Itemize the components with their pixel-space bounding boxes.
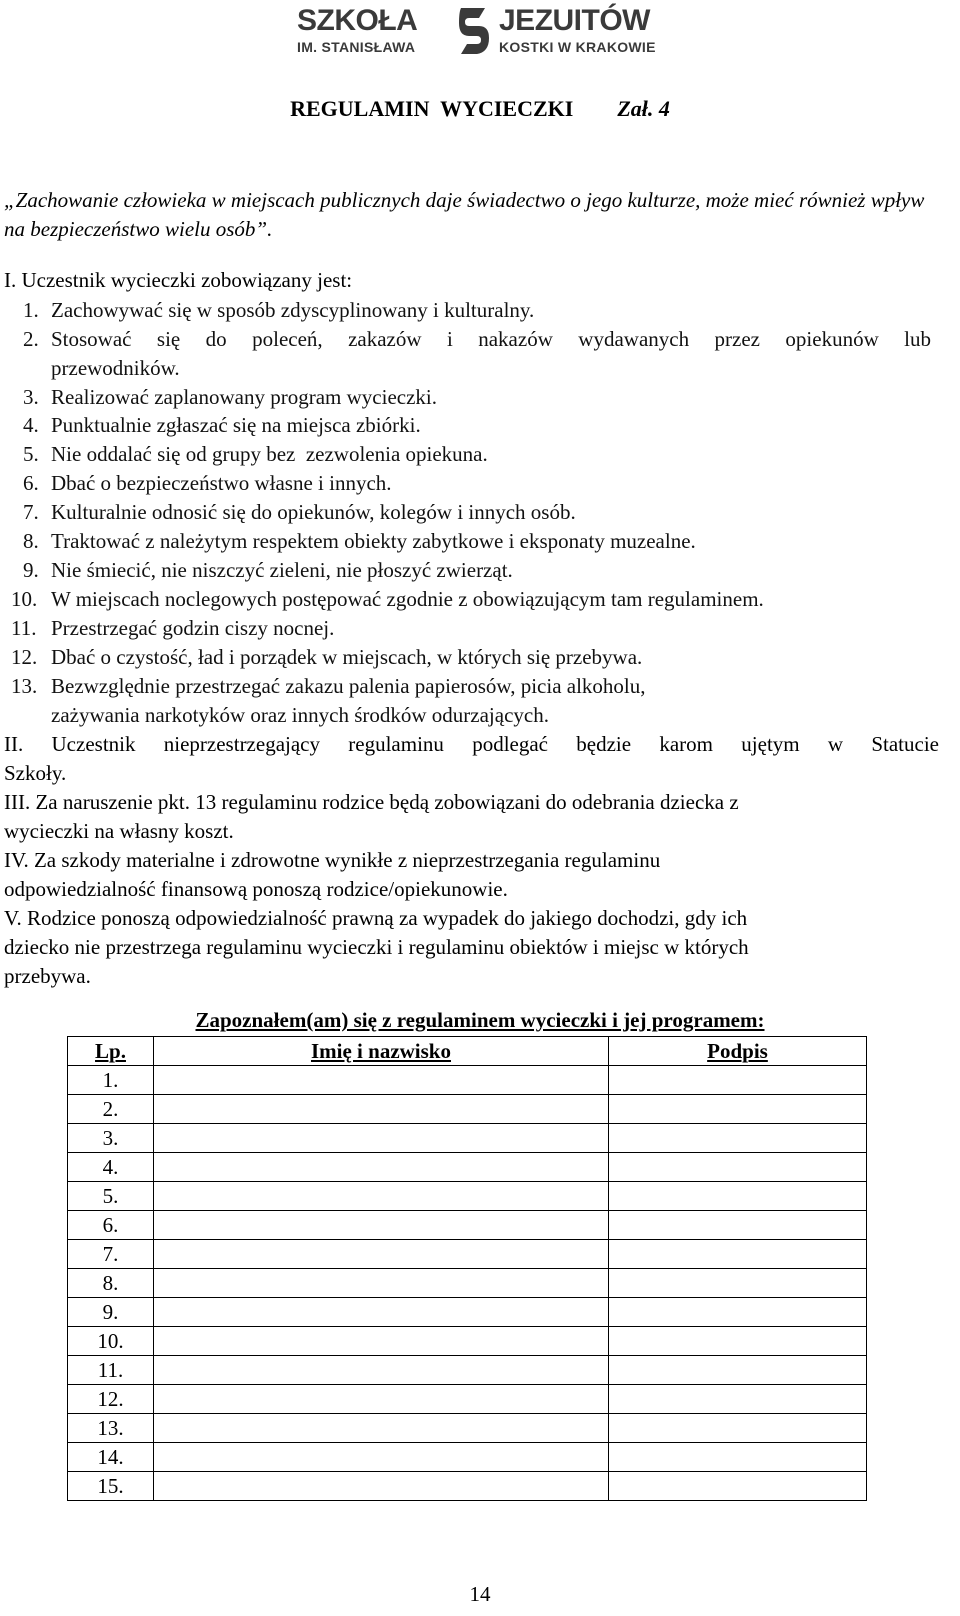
item-text: W miejscach noclegowych postępować zgodnie z obowiązującym tam regulaminem. [51, 587, 764, 611]
item-text: Traktować z należytym respektem obiekty zabytkowe i eksponaty muzealne. [51, 529, 696, 553]
row-number: 8. [68, 1269, 154, 1298]
name-cell[interactable] [154, 1124, 609, 1153]
row-number: 13. [68, 1414, 154, 1443]
table-row [68, 1124, 867, 1153]
section-5-line: V. Rodzice ponoszą odpowiedzialność prawną za wypadek do jakiego dochodzi, gdy ich [4, 906, 748, 930]
item-number: 12. [11, 645, 38, 669]
signature-cell[interactable] [609, 1356, 867, 1385]
table-row [68, 1443, 867, 1472]
table-row [68, 1298, 867, 1327]
item-number: 6. [23, 471, 39, 495]
row-number: 11. [68, 1356, 154, 1385]
name-cell[interactable] [154, 1211, 609, 1240]
list-item-continuation: przewodników. [51, 356, 180, 380]
list-item-continuation: zażywania narkotyków oraz innych środków odurzających. [51, 703, 549, 727]
row-number: 4. [68, 1153, 154, 1182]
table-row [68, 1356, 867, 1385]
item-number: 8. [23, 529, 39, 553]
name-cell[interactable] [154, 1269, 609, 1298]
title-attachment: Zał. 4 [617, 96, 670, 121]
logo-text-jezuitow: JEZUITÓW [499, 4, 650, 37]
table-row [68, 1269, 867, 1298]
section-5-line: przebywa. [4, 964, 91, 988]
item-number: 11. [11, 616, 37, 640]
row-number: 5. [68, 1182, 154, 1211]
list-item [11, 672, 941, 701]
table-row [68, 1472, 867, 1501]
signature-cell[interactable] [609, 1443, 867, 1472]
signature-cell[interactable] [609, 1269, 867, 1298]
school-logo [297, 6, 669, 56]
signature-cell[interactable] [609, 1472, 867, 1501]
section-5-line: dziecko nie przestrzega regulaminu wycieczki i regulaminu obiektów i miejsc w których [4, 935, 749, 959]
item-text: Nie oddalać się od grupy bez zezwolenia opiekuna. [51, 442, 488, 466]
signature-cell[interactable] [609, 1414, 867, 1443]
table-row [68, 1095, 867, 1124]
list-item [23, 469, 941, 498]
list-item [23, 383, 941, 412]
item-text: Nie śmiecić, nie niszczyć zieleni, nie płoszyć zwierząt. [51, 558, 513, 582]
signature-cell[interactable] [609, 1385, 867, 1414]
name-cell[interactable] [154, 1153, 609, 1182]
table-header-row [68, 1037, 867, 1066]
logo-text-szkola: SZKOŁA [297, 4, 418, 37]
item-number: 9. [23, 558, 39, 582]
signature-table [67, 1036, 867, 1501]
item-number: 2. [23, 327, 39, 351]
signature-cell[interactable] [609, 1066, 867, 1095]
name-cell[interactable] [154, 1356, 609, 1385]
list-item [23, 325, 931, 354]
signature-cell[interactable] [609, 1124, 867, 1153]
item-text: Dbać o czystość, ład i porządek w miejscach, w których się przebywa. [51, 645, 643, 669]
signature-cell[interactable] [609, 1298, 867, 1327]
signature-table-body [68, 1066, 867, 1501]
page-number: 14 [469, 1582, 491, 1606]
name-cell[interactable] [154, 1443, 609, 1472]
section-1-heading: I. Uczestnik wycieczki zobowiązany jest: [4, 268, 353, 292]
header-sign: Podpis [609, 1037, 867, 1066]
signature-cell[interactable] [609, 1327, 867, 1356]
section-2-line: Szkoły. [4, 761, 67, 785]
document-title [0, 96, 960, 122]
list-item [23, 411, 941, 440]
logo-emblem-icon [455, 6, 495, 56]
name-cell[interactable] [154, 1182, 609, 1211]
list-item [11, 643, 941, 672]
signature-cell[interactable] [609, 1240, 867, 1269]
list-item [11, 585, 941, 614]
item-text: Punktualnie zgłaszać się na miejsca zbiórki. [51, 413, 421, 437]
header-name: Imię i nazwisko [154, 1037, 609, 1066]
item-number: 7. [23, 500, 39, 524]
item-text: Stosować się do poleceń, zakazów i nakazów wydawanych przez opiekunów lub [51, 327, 931, 351]
table-row [68, 1182, 867, 1211]
table-row [68, 1414, 867, 1443]
item-number: 13. [11, 674, 38, 698]
list-item [23, 556, 941, 585]
item-number: 3. [23, 385, 39, 409]
name-cell[interactable] [154, 1385, 609, 1414]
row-number: 2. [68, 1095, 154, 1124]
name-cell[interactable] [154, 1066, 609, 1095]
row-number: 7. [68, 1240, 154, 1269]
header-lp: Lp. [68, 1037, 154, 1066]
table-row [68, 1211, 867, 1240]
item-text: Bezwzględnie przestrzegać zakazu palenia papierosów, picia alkoholu, [51, 674, 646, 698]
section-3-line: wycieczki na własny koszt. [4, 819, 234, 843]
row-number: 6. [68, 1211, 154, 1240]
signature-cell[interactable] [609, 1095, 867, 1124]
row-number: 3. [68, 1124, 154, 1153]
signature-cell[interactable] [609, 1211, 867, 1240]
table-row [68, 1153, 867, 1182]
name-cell[interactable] [154, 1298, 609, 1327]
row-number: 15. [68, 1472, 154, 1501]
name-cell[interactable] [154, 1095, 609, 1124]
list-item [11, 614, 941, 643]
table-row [68, 1240, 867, 1269]
name-cell[interactable] [154, 1472, 609, 1501]
signature-cell[interactable] [609, 1182, 867, 1211]
section-4-line: IV. Za szkody materialne i zdrowotne wynikłe z nieprzestrzegania regulaminu [4, 848, 661, 872]
row-number: 9. [68, 1298, 154, 1327]
item-text: Zachowywać się w sposób zdyscyplinowany i kulturalny. [51, 298, 535, 322]
list-item [23, 296, 941, 325]
section-4-line: odpowiedzialność finansową ponoszą rodzice/opiekunowie. [4, 877, 508, 901]
row-number: 1. [68, 1066, 154, 1095]
item-number: 10. [11, 587, 38, 611]
title-main: REGULAMIN WYCIECZKI [290, 96, 574, 121]
acknowledgement-heading: Zapoznałem(am) się z regulaminem wycieczki i jej programem: [195, 1008, 765, 1032]
name-cell[interactable] [154, 1240, 609, 1269]
table-row [68, 1066, 867, 1095]
row-number: 14. [68, 1443, 154, 1472]
list-item [23, 527, 941, 556]
section-2-line: II. Uczestnik nieprzestrzegający regulaminu podlegać będzie karom ujętym w Statucie [4, 732, 939, 756]
item-number: 1. [23, 298, 39, 322]
list-item [23, 498, 941, 527]
name-cell[interactable] [154, 1327, 609, 1356]
row-number: 12. [68, 1385, 154, 1414]
logo-text-im: IM. STANISŁAWA [297, 39, 416, 55]
name-cell[interactable] [154, 1414, 609, 1443]
item-text: Dbać o bezpieczeństwo własne i innych. [51, 471, 392, 495]
section-3-line: III. Za naruszenie pkt. 13 regulaminu rodzice będą zobowiązani do odebrania dziecka z [4, 790, 739, 814]
item-text: Realizować zaplanowany program wycieczki. [51, 385, 437, 409]
list-item [23, 440, 941, 469]
signature-cell[interactable] [609, 1153, 867, 1182]
item-number: 5. [23, 442, 39, 466]
table-row [68, 1385, 867, 1414]
item-text: Kulturalnie odnosić się do opiekunów, kolegów i innych osób. [51, 500, 576, 524]
logo-text-kostki: KOSTKI W KRAKOWIE [499, 39, 656, 55]
item-text: Przestrzegać godzin ciszy nocnej. [51, 616, 335, 640]
item-number: 4. [23, 413, 39, 437]
table-row [68, 1327, 867, 1356]
row-number: 10. [68, 1327, 154, 1356]
intro-quote: „Zachowanie człowieka w miejscach publicznych daje świadectwo o jego kulturze, może mieć również wpływ na bezpieczeństwo wielu osób”. [4, 188, 925, 241]
